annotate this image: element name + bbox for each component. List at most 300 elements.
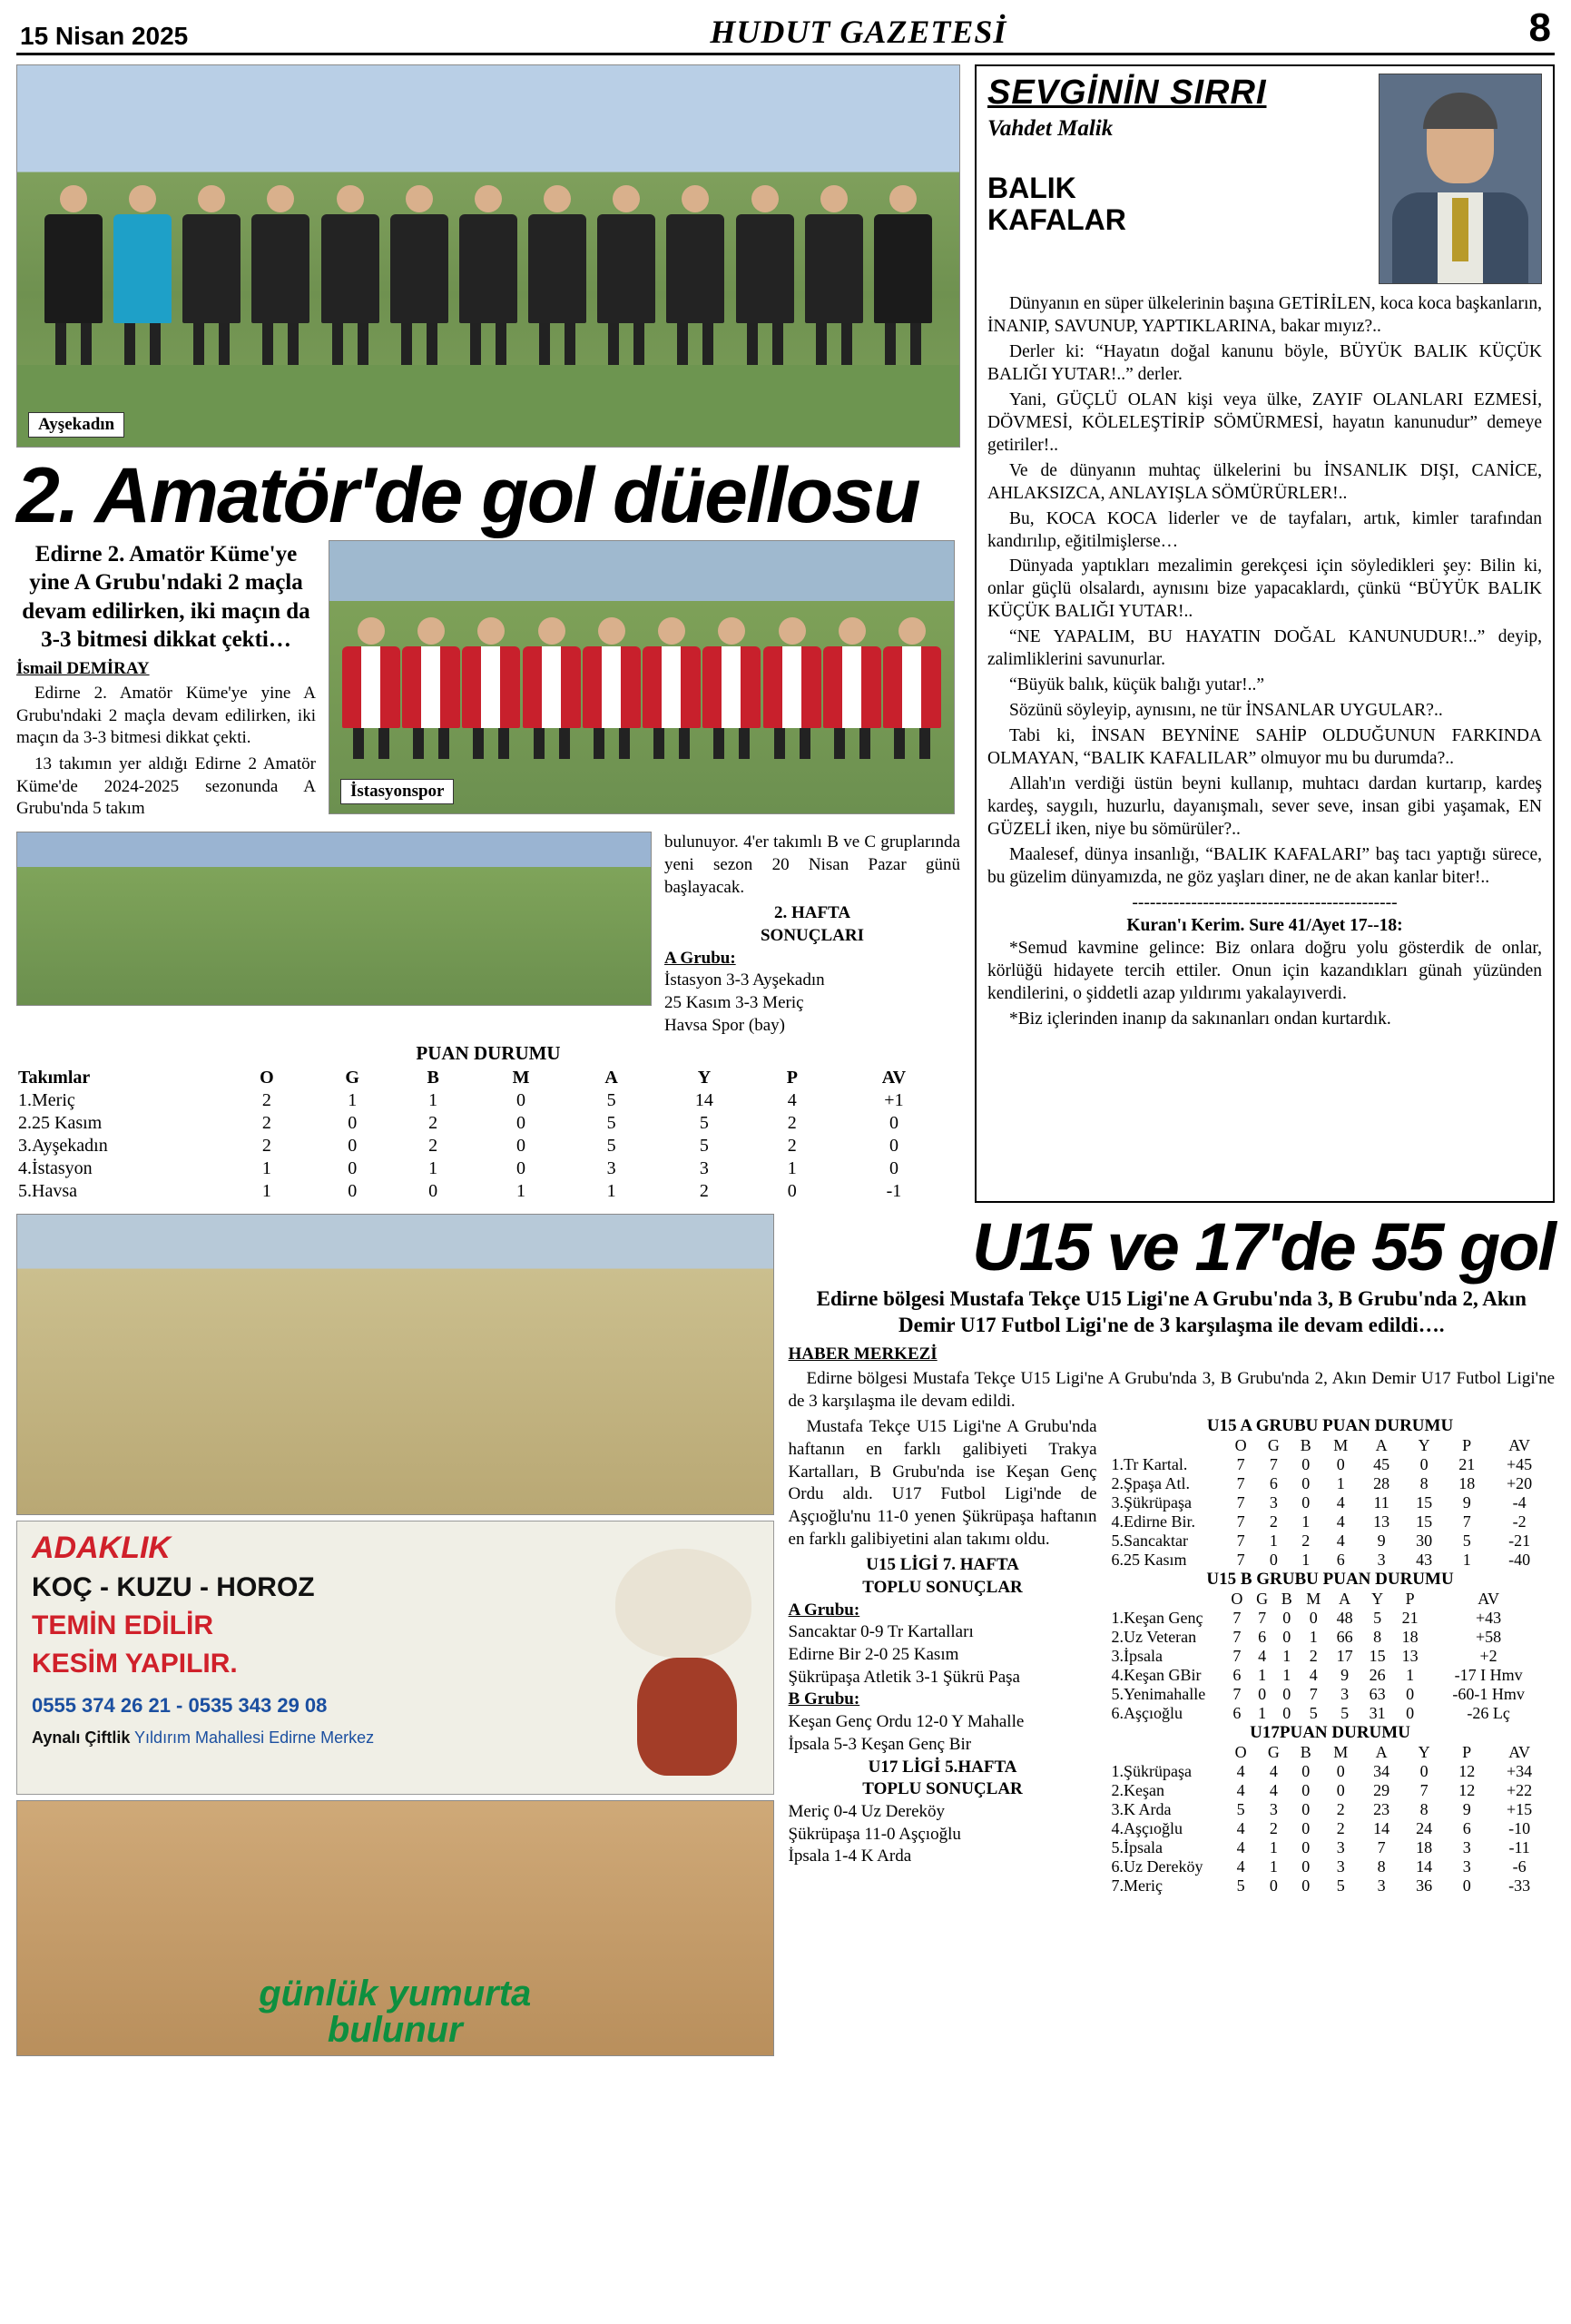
main-headline: 2. Amatör'de gol düellosu bbox=[16, 452, 919, 539]
cell: -1 bbox=[886, 1181, 902, 1202]
cell: 1 bbox=[1462, 1551, 1471, 1570]
player-figure bbox=[462, 617, 520, 759]
cell: 7 bbox=[1236, 1493, 1245, 1512]
cell: 21 bbox=[1401, 1609, 1419, 1628]
cell: 2 bbox=[787, 1113, 797, 1134]
cell: 6 bbox=[1269, 1474, 1278, 1493]
cell: 43 bbox=[1416, 1551, 1433, 1570]
sheep-illustration bbox=[615, 1549, 751, 1658]
cell: 1 bbox=[1282, 1647, 1291, 1666]
col-blank bbox=[1110, 1436, 1224, 1455]
col-p: P bbox=[1462, 1743, 1472, 1762]
u17-standings-table bbox=[1110, 1743, 1551, 1896]
cell: 7 bbox=[1236, 1531, 1245, 1551]
cell: 0 bbox=[1406, 1685, 1415, 1704]
col-y: Y bbox=[1418, 1743, 1430, 1762]
player-figure bbox=[251, 185, 309, 365]
player-figure bbox=[763, 617, 821, 759]
col-blank bbox=[1110, 1590, 1224, 1609]
header-row bbox=[1110, 1436, 1551, 1455]
cell: -2 bbox=[1512, 1512, 1527, 1531]
sheep-herd-photo bbox=[16, 1214, 774, 1515]
player-figure bbox=[666, 185, 724, 365]
cell: 4 bbox=[1269, 1762, 1278, 1781]
player-figure bbox=[390, 185, 448, 365]
team-name: 3.Ayşekadın bbox=[18, 1136, 108, 1157]
cell: 31 bbox=[1369, 1704, 1386, 1723]
cell: 2 bbox=[428, 1113, 438, 1134]
cell: 7 bbox=[1232, 1628, 1242, 1647]
cell: 7 bbox=[1258, 1609, 1267, 1628]
u15a-standings-table bbox=[1110, 1436, 1551, 1570]
cell: 26 bbox=[1369, 1666, 1386, 1685]
cell: 4 bbox=[1309, 1666, 1318, 1685]
player-figure bbox=[823, 617, 881, 759]
chicken-ad-text bbox=[17, 1974, 773, 2051]
table-row bbox=[1110, 1876, 1551, 1896]
cell: 0 bbox=[1462, 1876, 1471, 1896]
cell: 1 bbox=[1301, 1551, 1311, 1570]
bottom-results-column bbox=[789, 1416, 1097, 1896]
cell: 0 bbox=[1269, 1876, 1278, 1896]
cell: 15 bbox=[1369, 1647, 1386, 1666]
cell: 0 bbox=[1301, 1800, 1311, 1819]
cell: 14 bbox=[1373, 1819, 1390, 1838]
team-name: 2.Şpaşa Atl. bbox=[1111, 1474, 1191, 1493]
team-name: 3.K Arda bbox=[1111, 1800, 1172, 1819]
cell: 7 bbox=[1309, 1685, 1318, 1704]
results-column bbox=[664, 832, 960, 1037]
ad-line-2: TEMİN EDİLİR bbox=[32, 1610, 213, 1641]
team-name: 6.Uz Dereköy bbox=[1111, 1857, 1203, 1876]
team-name: 5.İpsala bbox=[1111, 1838, 1164, 1857]
col-m: M bbox=[512, 1068, 530, 1088]
result-line: Keşan Genç Ordu 12-0 Y Mahalle bbox=[788, 1712, 1025, 1732]
cell: 0 bbox=[1406, 1704, 1415, 1723]
cell: 30 bbox=[1416, 1531, 1433, 1551]
opinion-paragraph: Derler ki: “Hayatın doğal kanunu böyle, BÜYÜK BALIK KÜÇÜK BALIĞI YUTAR!..” derler. bbox=[987, 341, 1542, 384]
bottom-headline: U15 ve 17'de 55 gol bbox=[972, 1209, 1555, 1285]
cell: 7 bbox=[1236, 1551, 1245, 1570]
cell: 0 bbox=[516, 1113, 526, 1134]
col-a: A bbox=[604, 1068, 618, 1088]
player-figure bbox=[643, 617, 701, 759]
player-figure bbox=[597, 185, 655, 365]
u17-results-title-1: U17 LİGİ 5.HAFTA bbox=[868, 1757, 1017, 1777]
cell: 5 bbox=[699, 1136, 709, 1157]
cell: 0 bbox=[348, 1158, 358, 1179]
result-line: İpsala 1-4 K Arda bbox=[788, 1846, 912, 1866]
cell: 0 bbox=[348, 1113, 358, 1134]
cell: 12 bbox=[1458, 1781, 1476, 1800]
bottom-byline: HABER MERKEZİ bbox=[788, 1344, 938, 1364]
cell: 9 bbox=[1462, 1493, 1471, 1512]
cell: 0 bbox=[1282, 1628, 1291, 1647]
team-name: 2.Keşan bbox=[1111, 1781, 1165, 1800]
cell: 24 bbox=[1416, 1819, 1433, 1838]
u15b-table-title: U15 B GRUBU PUAN DURUMU bbox=[1206, 1570, 1454, 1590]
cell: 3 bbox=[699, 1158, 709, 1179]
col-o: O bbox=[260, 1068, 274, 1088]
cell: +1 bbox=[884, 1090, 904, 1111]
opinion-paragraph: Tabi ki, İNSAN BEYNİNE SAHİP OLDUĞUNUN FARKINDA OLMAYAN, “BALIK KAFALILAR” olmuyor mu bu durumda?.. bbox=[987, 726, 1542, 769]
cell: 0 bbox=[889, 1113, 898, 1134]
cell: 3 bbox=[1340, 1685, 1350, 1704]
team-name: 4.Aşçıoğlu bbox=[1111, 1819, 1183, 1838]
team-name: 7.Meriç bbox=[1111, 1876, 1164, 1896]
cell: 7 bbox=[1269, 1455, 1278, 1474]
cell: -11 bbox=[1508, 1838, 1530, 1857]
cell: 0 bbox=[1282, 1609, 1291, 1628]
table-row bbox=[1110, 1647, 1551, 1666]
player-figure bbox=[805, 185, 863, 365]
masthead-title: HUDUT GAZETESİ bbox=[710, 14, 1007, 50]
quran-reference: Kuran'ı Kerim. Sure 41/Ayet 17--18: bbox=[1126, 915, 1403, 935]
col-b: B bbox=[1300, 1436, 1311, 1455]
u17-results-title-2: TOPLU SONUÇLAR bbox=[862, 1779, 1023, 1799]
col-a: A bbox=[1339, 1590, 1351, 1609]
team-name: 1.Tr Kartal. bbox=[1111, 1455, 1188, 1474]
cell: -4 bbox=[1512, 1493, 1527, 1512]
result-line: Şükrüpaşa Atletik 3-1 Şükrü Paşa bbox=[788, 1667, 1020, 1687]
cell: 28 bbox=[1373, 1474, 1390, 1493]
story-paragraph: Edirne 2. Amatör Küme'ye yine A Grubu'ndaki 2 maçla devam edilirken, iki maçın da 3-3 bitmesi dikkat çekti. bbox=[16, 684, 316, 748]
cell: 4 bbox=[1236, 1762, 1245, 1781]
cell: 34 bbox=[1373, 1762, 1390, 1781]
team-name: 1.Şükrüpaşa bbox=[1111, 1762, 1193, 1781]
u15a-table-title: U15 A GRUBU PUAN DURUMU bbox=[1206, 1416, 1454, 1436]
cell: 7 bbox=[1377, 1838, 1386, 1857]
table-row bbox=[16, 1089, 960, 1112]
cell: 1 bbox=[1258, 1704, 1267, 1723]
table-row bbox=[1110, 1857, 1551, 1876]
col-m: M bbox=[1333, 1743, 1349, 1762]
cell: 4 bbox=[1236, 1857, 1245, 1876]
team-photo-aysekadin bbox=[16, 64, 960, 448]
cell: 7 bbox=[1232, 1647, 1242, 1666]
opinion-paragraph: Dünyanın en süper ülkelerinin başına GETİRİLEN, koca koca başkanların, İNANIP, SAVUNUP, YAPTIKLARINA, bakar mıyız?.. bbox=[987, 294, 1542, 336]
cell: 17 bbox=[1336, 1647, 1353, 1666]
author-headshot bbox=[1379, 74, 1542, 284]
cell: 0 bbox=[348, 1136, 358, 1157]
cell: 2 bbox=[787, 1136, 797, 1157]
cell: 0 bbox=[1419, 1762, 1429, 1781]
page-number: 8 bbox=[1528, 5, 1551, 50]
cell: 7 bbox=[1236, 1455, 1245, 1474]
opinion-paragraph: Ve de dünyanın muhtaç ülkelerini bu İNSANLIK DIŞI, CANİCE, AHLAKSIZCA, ANLAYIŞLA SÖMÜRÜRLER!.. bbox=[987, 460, 1542, 503]
u15-group-a-label: A Grubu: bbox=[788, 1600, 860, 1620]
match-photo-column bbox=[16, 832, 652, 1037]
cell: +34 bbox=[1507, 1762, 1533, 1781]
cell: 1 bbox=[787, 1158, 797, 1179]
col-g: G bbox=[345, 1068, 359, 1088]
col-y: Y bbox=[1371, 1590, 1384, 1609]
cell: 18 bbox=[1416, 1838, 1433, 1857]
player-figure bbox=[702, 617, 761, 759]
cell: -17 I Hmv bbox=[1454, 1666, 1523, 1685]
header-row bbox=[1110, 1743, 1551, 1762]
cell: 0 bbox=[889, 1136, 898, 1157]
table-row bbox=[16, 1180, 960, 1203]
cell: 0 bbox=[1269, 1551, 1278, 1570]
standings-header-row bbox=[16, 1067, 960, 1089]
story-paragraph: 13 takımın yer aldığı Edirne 2 Amatör Küme'de 2024-2025 sezonunda A Grubu'nda 5 takım bbox=[16, 754, 316, 819]
cell: 7 bbox=[1232, 1609, 1242, 1628]
table-row bbox=[1110, 1551, 1551, 1570]
cell: 0 bbox=[1301, 1493, 1311, 1512]
result-line: Meriç 0-4 Uz Dereköy bbox=[788, 1801, 946, 1821]
cell: 2 bbox=[1336, 1800, 1345, 1819]
team-name: 2.Uz Veteran bbox=[1111, 1628, 1197, 1647]
cell: 0 bbox=[428, 1181, 438, 1202]
bottom-paragraph: Mustafa Tekçe U15 Ligi'ne A Grubu'nda haftanın en farklı galibiyeti Trakya Kartalları, B Grubu'nda ise Keşan Genç Ordu aldı. U17 Futbol Ligi'nde de Aşçıoğlu'nu 11-0 yenen Şükrüpaşa haftanın en farklı galibiyetini alan takımı oldu. bbox=[788, 1417, 1097, 1549]
ad-phone: 0555 374 26 21 - 0535 343 29 08 bbox=[32, 1694, 328, 1718]
cell: 5 bbox=[699, 1113, 709, 1134]
cell: +58 bbox=[1476, 1628, 1502, 1647]
advertisement-adaklik bbox=[16, 1521, 774, 1795]
left-column bbox=[16, 64, 960, 1203]
cell: 0 bbox=[1301, 1876, 1311, 1896]
cell: 14 bbox=[694, 1090, 713, 1111]
cell: 0 bbox=[889, 1158, 898, 1179]
col-b: B bbox=[1281, 1590, 1292, 1609]
cell: 3 bbox=[606, 1158, 616, 1179]
photo-caption-istasyonspor: İstasyonspor bbox=[340, 779, 454, 804]
cell: 0 bbox=[1301, 1474, 1311, 1493]
match-action-photo bbox=[16, 832, 652, 1006]
col-o: O bbox=[1231, 1590, 1243, 1609]
cell: 8 bbox=[1373, 1628, 1382, 1647]
cell: 4 bbox=[1336, 1512, 1345, 1531]
cell: 4 bbox=[787, 1090, 797, 1111]
col-av: AV bbox=[881, 1068, 907, 1088]
team-name: 5.Havsa bbox=[18, 1181, 77, 1202]
col-takimlar: Takımlar bbox=[18, 1068, 91, 1088]
table-row bbox=[1110, 1666, 1551, 1685]
cell: 6 bbox=[1462, 1819, 1471, 1838]
table-row bbox=[1110, 1685, 1551, 1704]
cell: +45 bbox=[1507, 1455, 1533, 1474]
cell: 0 bbox=[1309, 1609, 1318, 1628]
cell: 13 bbox=[1401, 1647, 1419, 1666]
story-byline: İsmail DEMİRAY bbox=[16, 659, 150, 678]
opinion-paragraph: Sözünü söyleyip, aynısını, ne tür İNSANLAR UYGULAR?.. bbox=[1009, 701, 1443, 721]
bottom-section bbox=[16, 1209, 1555, 2056]
cell: 29 bbox=[1373, 1781, 1390, 1800]
player-figure bbox=[402, 617, 460, 759]
results-title-line1: 2. HAFTA bbox=[773, 903, 851, 923]
cell: 1 bbox=[348, 1090, 358, 1111]
bottom-columns bbox=[789, 1416, 1555, 1896]
cell: 6 bbox=[1258, 1628, 1267, 1647]
cell: 0 bbox=[348, 1181, 358, 1202]
opinion-paragraph: Dünyada yaptıkları mezalimin gerekçesi için söyledikleri şey: Bilin ki, onlar güçlü olsalardı, aynısını bize yapacaklardı, çünkü “BÜYÜK BALIK KÜÇÜK BALIĞI YUTAR!.. bbox=[987, 556, 1542, 622]
col-g: G bbox=[1267, 1436, 1280, 1455]
cell: 5 bbox=[1336, 1876, 1345, 1896]
results-title-line2: SONUÇLARI bbox=[760, 925, 865, 945]
top-section bbox=[16, 64, 1555, 1203]
team-name: 2.25 Kasım bbox=[18, 1113, 103, 1134]
bottom-intro bbox=[789, 1368, 1555, 1413]
cell: 4 bbox=[1236, 1819, 1245, 1838]
cell: 1 bbox=[1269, 1838, 1278, 1857]
u15-results-title-2: TOPLU SONUÇLAR bbox=[862, 1578, 1023, 1597]
col-g: G bbox=[1256, 1590, 1269, 1609]
cell: 3 bbox=[1336, 1857, 1345, 1876]
player-figure bbox=[113, 185, 172, 365]
player-figure bbox=[583, 617, 641, 759]
u15-group-b-label: B Grubu: bbox=[788, 1689, 860, 1709]
cell: 18 bbox=[1458, 1474, 1476, 1493]
cell: 0 bbox=[516, 1136, 526, 1157]
cell: 2 bbox=[1269, 1819, 1278, 1838]
story-body bbox=[16, 683, 316, 821]
cell: 0 bbox=[1301, 1781, 1311, 1800]
cell: 5 bbox=[606, 1090, 616, 1111]
chicken-ad-line2: bulunur bbox=[327, 2010, 463, 2051]
col-av: AV bbox=[1508, 1436, 1530, 1455]
cell: 3 bbox=[1377, 1876, 1386, 1896]
opinion-paragraph: “NE YAPALIM, BU HAYATIN DOĞAL KANUNUDUR!..” deyip, zalimliklerini savunurlar. bbox=[987, 627, 1542, 670]
cell: 0 bbox=[1301, 1838, 1311, 1857]
cell: 5 bbox=[1236, 1800, 1245, 1819]
cell: 9 bbox=[1462, 1800, 1471, 1819]
table-row bbox=[1110, 1819, 1551, 1838]
team-name: 1.Meriç bbox=[18, 1090, 75, 1111]
opinion-paragraph: Allah'ın verdiği üstün beyni kullanıp, muhtacı dardan kurtarıp, kardeş kardeş, saygılı, huzurlu, dayanışmalı, sever seve, insan gibi yaşamak, EN GÜZELİ iken, niye bu sömürüler?.. bbox=[987, 774, 1542, 839]
ad-footer bbox=[32, 1728, 374, 1748]
team-name: 4.İstasyon bbox=[18, 1158, 93, 1179]
opinion-subtitle-line2: KAFALAR bbox=[987, 203, 1126, 237]
cell: 4 bbox=[1236, 1781, 1245, 1800]
cell: +15 bbox=[1507, 1800, 1533, 1819]
photo-caption-aysekadin: Ayşekadın bbox=[28, 412, 124, 438]
grass-band bbox=[17, 365, 959, 447]
table-row bbox=[1110, 1474, 1551, 1493]
player-figure bbox=[883, 617, 941, 759]
cell: 5 bbox=[1373, 1609, 1382, 1628]
cell: 7 bbox=[1236, 1474, 1245, 1493]
cell: -60-1 Hmv bbox=[1452, 1685, 1525, 1704]
cell: 1 bbox=[606, 1181, 616, 1202]
cell: -26 Lç bbox=[1467, 1704, 1510, 1723]
table-row bbox=[1110, 1609, 1551, 1628]
table-row bbox=[1110, 1493, 1551, 1512]
cell: 13 bbox=[1373, 1512, 1390, 1531]
header-row bbox=[1110, 1590, 1551, 1609]
cell: 0 bbox=[1258, 1685, 1267, 1704]
opinion-paragraph: Yani, GÜÇLÜ OLAN kişi veya ülke, ZAYIF OLANLARI EZMESİ, DÖVMESİ, KÖLELEŞTİRİP SÖMÜRMESİ, hayatın kanunudur” demeye getiriler!.. bbox=[987, 389, 1542, 455]
table-row bbox=[1110, 1800, 1551, 1819]
cell: 0 bbox=[787, 1181, 797, 1202]
cell: 15 bbox=[1416, 1512, 1433, 1531]
col-a: A bbox=[1375, 1436, 1388, 1455]
cell: 0 bbox=[1301, 1762, 1311, 1781]
cell: 1 bbox=[1406, 1666, 1415, 1685]
standings-title: PUAN DURUMU bbox=[416, 1042, 561, 1065]
cell: 0 bbox=[1336, 1762, 1345, 1781]
divider: --------------------------------------------- bbox=[1132, 892, 1398, 912]
player-figure bbox=[874, 185, 932, 365]
story-photo-column bbox=[329, 540, 955, 824]
opinion-title: SEVGİNİN SIRRI bbox=[987, 74, 1267, 112]
result-line: İpsala 5-3 Keşan Genç Bir bbox=[788, 1734, 972, 1754]
cell: 7 bbox=[1236, 1512, 1245, 1531]
players-row bbox=[44, 185, 932, 365]
opinion-subtitle-line1: BALIK bbox=[987, 172, 1076, 204]
cell: 36 bbox=[1416, 1876, 1433, 1896]
quran-paragraph: *Semud kavmine gelince: Biz onlara doğru yolu gösterdik de onlar, körlüğü hidayete tercih ettiler. Onun için kazandıkları günah yüzünden kendilerini, o şiddetli azap yıldırımı yakalayıverdi. bbox=[987, 938, 1542, 1003]
cell: 48 bbox=[1336, 1609, 1353, 1628]
cell: 2 bbox=[261, 1090, 271, 1111]
cell: 0 bbox=[1419, 1455, 1429, 1474]
col-av: AV bbox=[1508, 1743, 1530, 1762]
cell: 4 bbox=[1269, 1781, 1278, 1800]
cell: 3 bbox=[1269, 1493, 1278, 1512]
bottom-tables-column bbox=[1110, 1416, 1551, 1896]
ad-line-3: KESİM YAPILIR. bbox=[32, 1649, 238, 1679]
table-row bbox=[1110, 1704, 1551, 1723]
cell: 3 bbox=[1462, 1838, 1471, 1857]
cell: 0 bbox=[1282, 1685, 1291, 1704]
cell: 7 bbox=[1462, 1512, 1471, 1531]
rooster-illustration bbox=[637, 1658, 737, 1776]
cell: 4 bbox=[1336, 1531, 1345, 1551]
cell: 0 bbox=[1301, 1819, 1311, 1838]
secondary-row bbox=[16, 832, 960, 1037]
player-figure bbox=[528, 185, 586, 365]
cell: 2 bbox=[1336, 1819, 1345, 1838]
cell: 2 bbox=[699, 1181, 709, 1202]
story-text-column bbox=[16, 540, 316, 824]
table-row bbox=[1110, 1838, 1551, 1857]
cell: 14 bbox=[1416, 1857, 1433, 1876]
col-m: M bbox=[1333, 1436, 1349, 1455]
result-line: Edirne Bir 2-0 25 Kasım bbox=[788, 1645, 959, 1665]
bottom-right-story bbox=[788, 1209, 1555, 2056]
table-row bbox=[1110, 1531, 1551, 1551]
story-lead: Edirne 2. Amatör Küme'ye yine A Grubu'ndaki 2 maçla devam edilirken, iki maçın da 3-3 bitmesi dikkat çekti… bbox=[22, 542, 310, 652]
cell: 2 bbox=[428, 1136, 438, 1157]
masthead bbox=[16, 0, 1555, 55]
cell: 8 bbox=[1419, 1800, 1429, 1819]
cell: 5 bbox=[1236, 1876, 1245, 1896]
cell: 1 bbox=[1282, 1666, 1291, 1685]
team-name: 5.Sancaktar bbox=[1111, 1531, 1188, 1551]
cell: 0 bbox=[1282, 1704, 1291, 1723]
cell: 1 bbox=[1301, 1512, 1311, 1531]
cell: 2 bbox=[261, 1136, 271, 1157]
main-story bbox=[16, 540, 960, 824]
table-row bbox=[1110, 1455, 1551, 1474]
table-row bbox=[1110, 1628, 1551, 1647]
col-b: B bbox=[427, 1068, 439, 1088]
table-row bbox=[1110, 1512, 1551, 1531]
result-line: Havsa Spor (bay) bbox=[664, 1015, 785, 1035]
chicken-photo bbox=[16, 1800, 774, 2056]
cell: 1 bbox=[1258, 1666, 1267, 1685]
player-figure bbox=[182, 185, 241, 365]
player-figure bbox=[342, 617, 400, 759]
cell: 7 bbox=[1232, 1685, 1242, 1704]
u15-results-title-1: U15 LİGİ 7. HAFTA bbox=[866, 1555, 1019, 1575]
u15b-standings-table bbox=[1110, 1590, 1551, 1723]
cell: +43 bbox=[1476, 1609, 1502, 1628]
cell: 0 bbox=[1301, 1857, 1311, 1876]
player-figure bbox=[44, 185, 103, 365]
team-name: 6.Aşçıoğlu bbox=[1111, 1704, 1183, 1723]
col-blank bbox=[1110, 1743, 1224, 1762]
